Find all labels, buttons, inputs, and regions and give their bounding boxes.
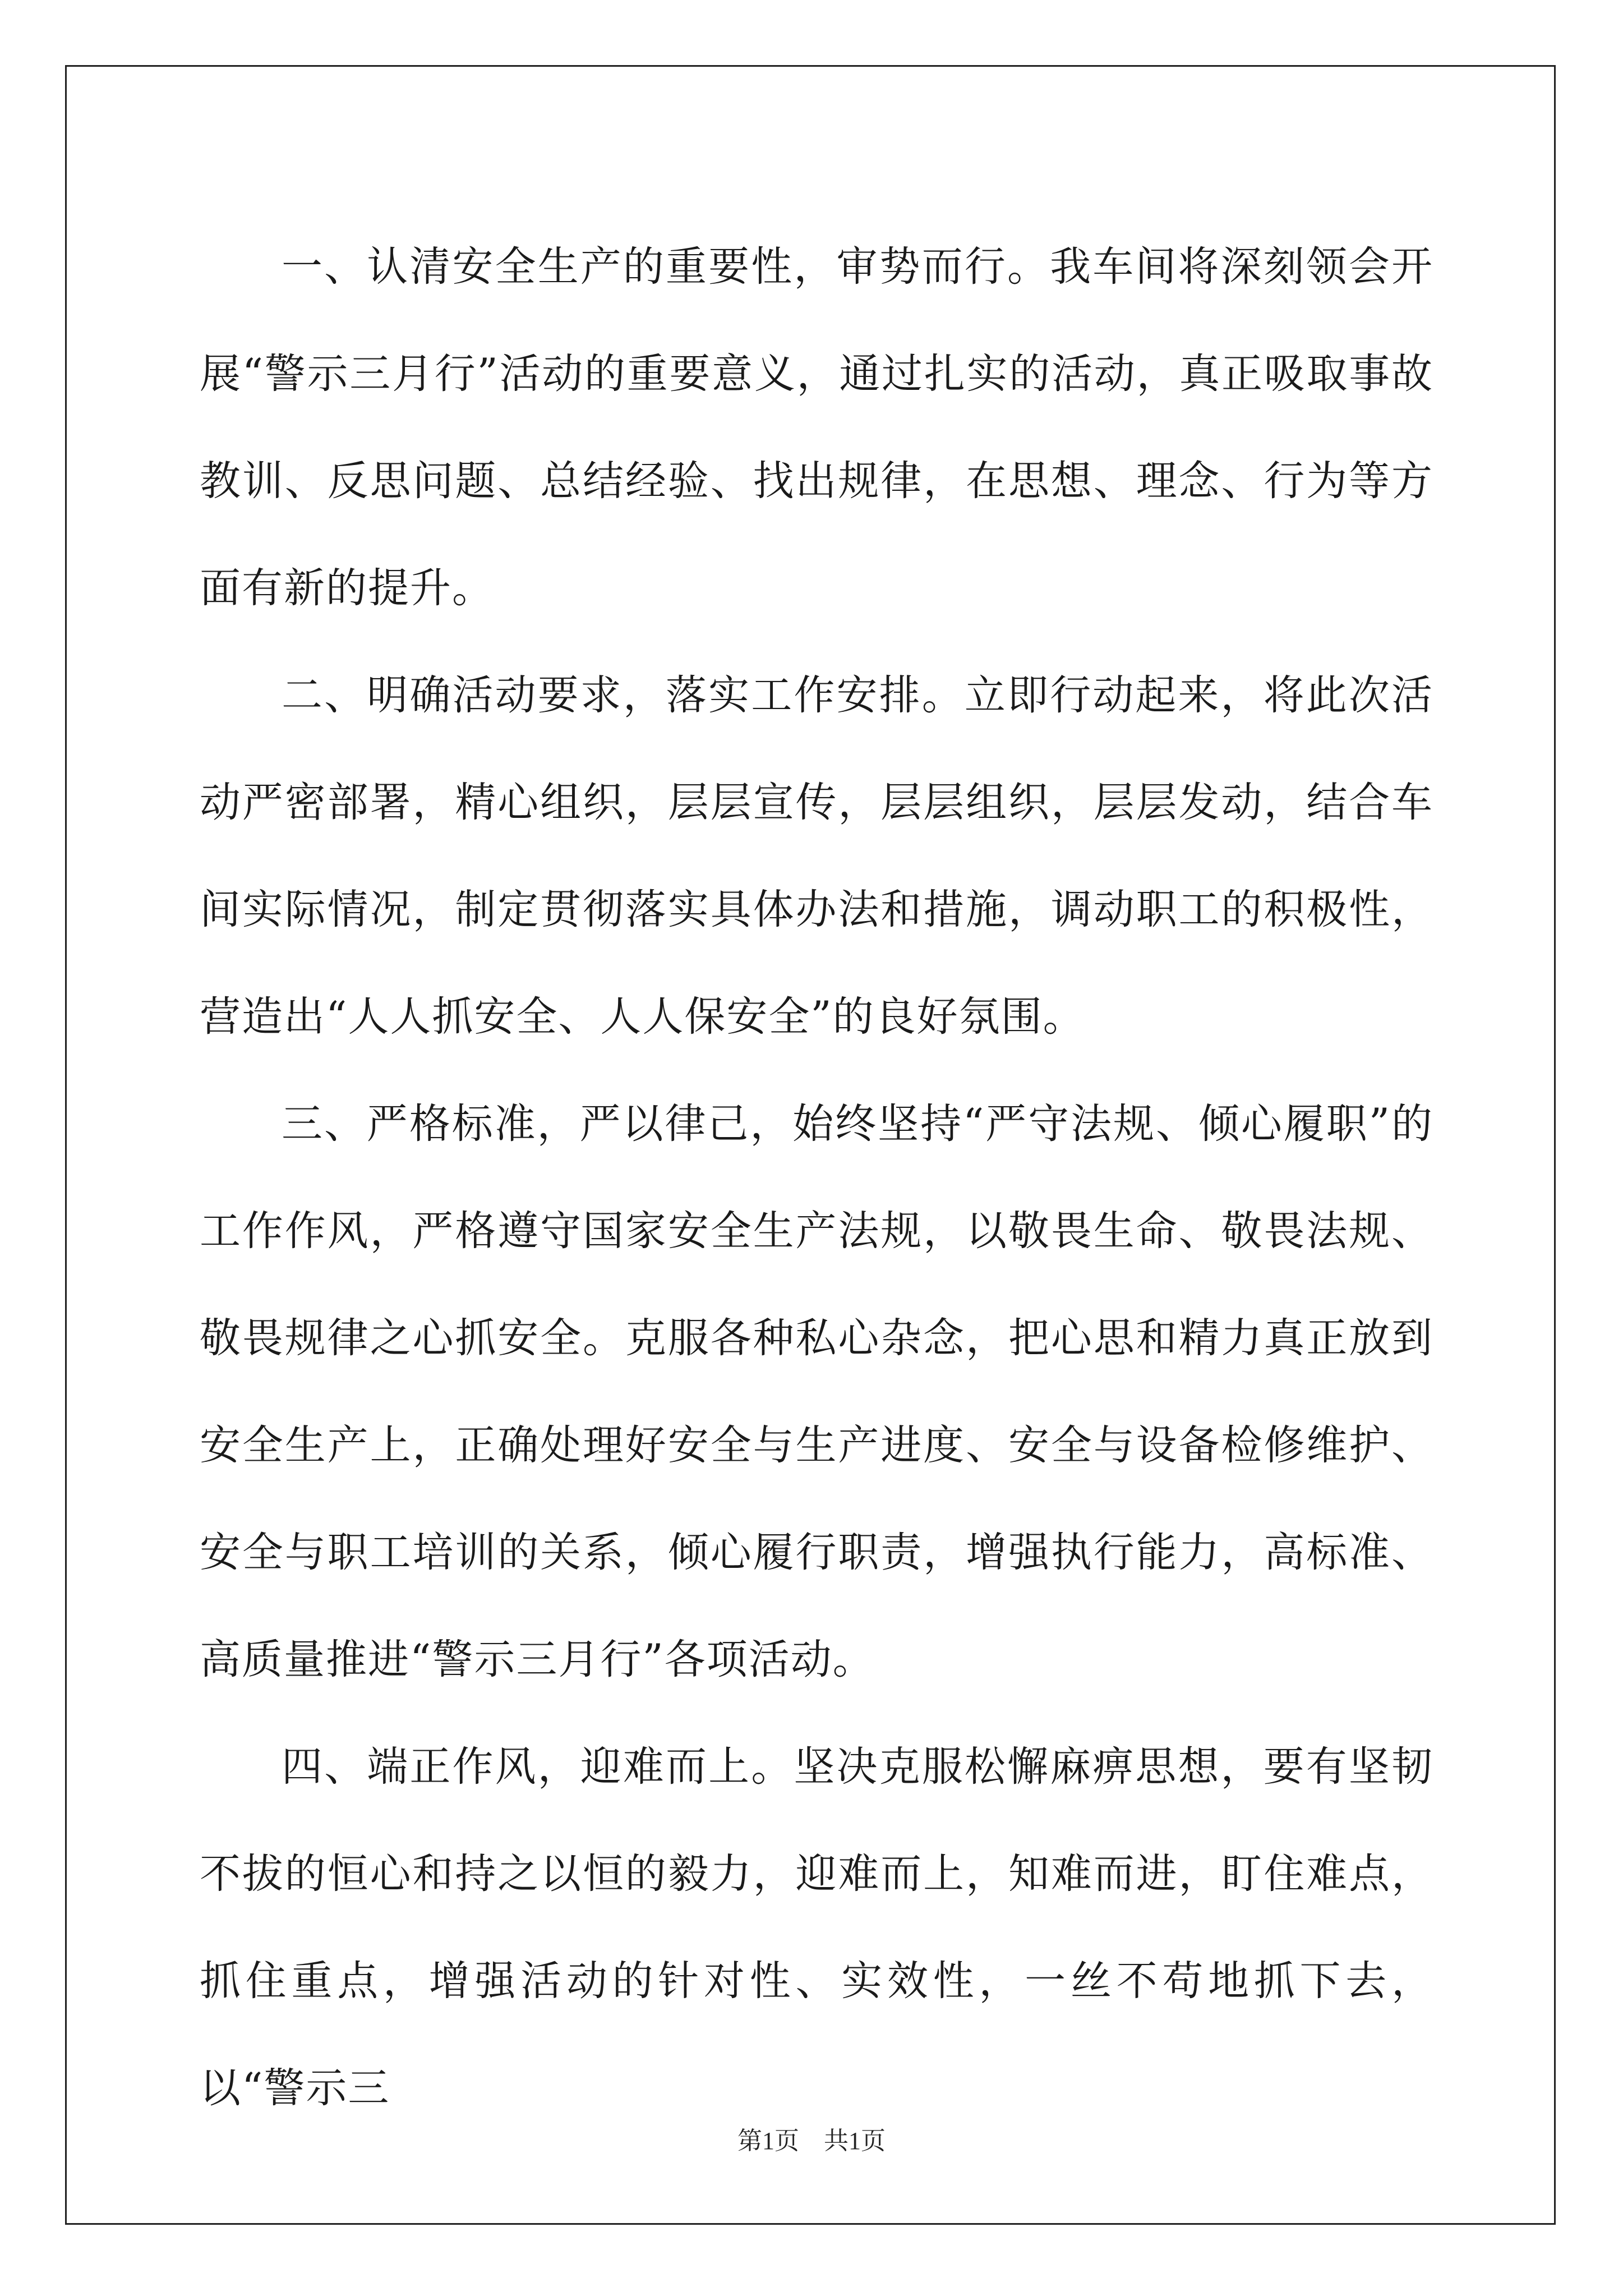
paragraph-4: 四、端正作风，迎难而上。坚决克服松懈麻痹思想，要有坚韧不拔的恒心和持之以恒的毅力，迎难而上，知难而进，盯住难点，抓住重点，增强活动的针对性、实效性，一丝不苟地抓下去，以“警示三 — [200, 1743, 1433, 2112]
paragraph-3: 三、严格标准，严以律己，始终坚持“严守法规、倾心履职”的工作作风，严格遵守国家安全生产法规，以敬畏生命、敬畏法规、敬畏规律之心抓安全。克服各种私心杂念，把心思和精力真正放到安全生产上，正确处理好安全与生产进度、安全与设备检修维护、安全与职工培训的关系，倾心履行职责，增强执行能力，高标准、高质量推进“警示三月行”各项活动。 — [200, 1100, 1433, 1683]
page-number-footer: 第1页 共1页 — [737, 2127, 886, 2155]
document-body — [200, 213, 1433, 2142]
paragraph-2: 二、明确活动要求，落实工作安排。立即行动起来，将此次活动严密部署，精心组织，层层宣传，层层组织，层层发动，结合车间实际情况，制定贯彻落实具体办法和措施，调动职工的积极性，营造出“人人抓安全、人人保安全”的良好氛围。 — [200, 671, 1433, 1041]
paragraph-1: 一、认清安全生产的重要性，审势而行。我车间将深刻领会开展“警示三月行”活动的重要意义，通过扎实的活动，真正吸取事故教训、反思问题、总结经验、找出规律，在思想、理念、行为等方面有新的提升。 — [200, 243, 1433, 612]
